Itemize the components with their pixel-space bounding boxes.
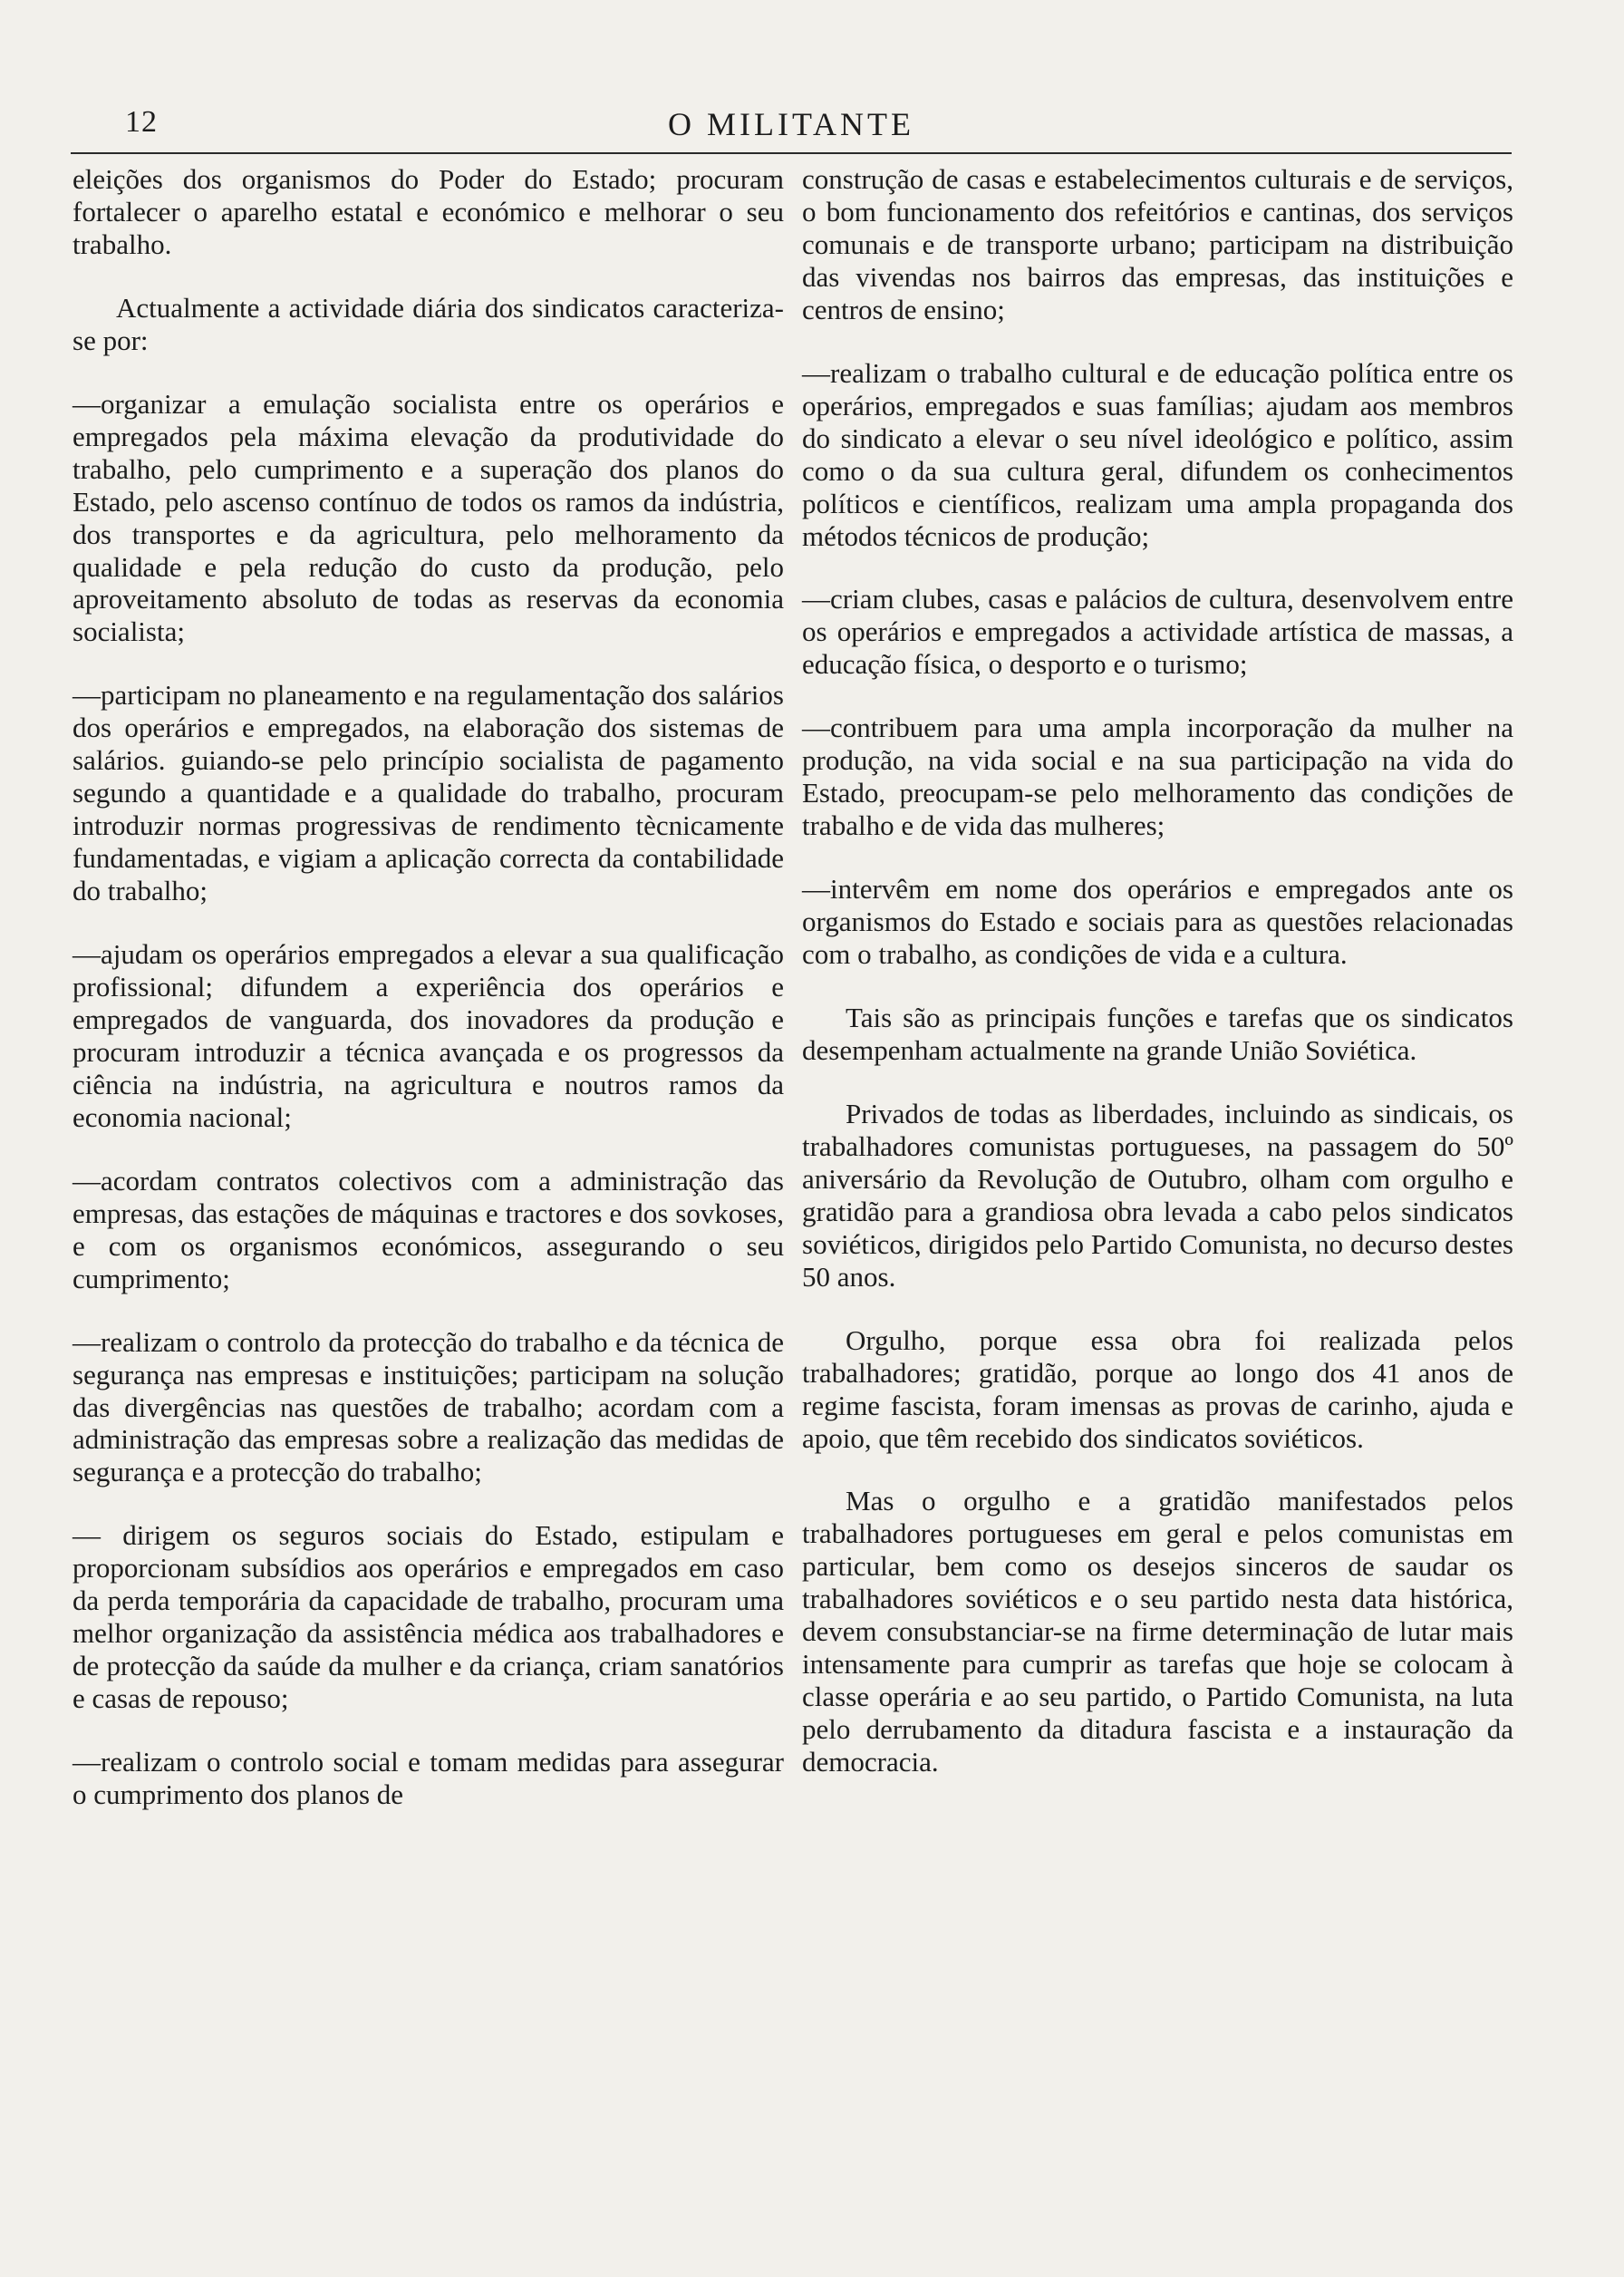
list-item: —realizam o controlo da protecção do trabalho e da técnica de segurança nas empresas e instituições; participam na solução das divergências nas questões de trabalho; acordam com a administração das empresas sobre a realização das medidas de segurança e a protecção do trabalho; [72,1325,784,1488]
paragraph: Mas o orgulho e a gratidão manifestados pelos trabalhadores portugueses em geral e pelos comunistas em particular, bem como os desejos sinceros de saudar os trabalhadores soviéticos e o seu partido nesta data histórica, devem consubstanciar-se na firme determinação de lutar mais intensamente para cumprir as tarefas que hoje se colocam à classe operária e ao seu partido, o Partido Comunista, na luta pelo derrubamento da ditadura fascista e a instauração da democracia. [802,1485,1513,1778]
left-column [72,163,784,1811]
list-item: —ajudam os operários empregados a elevar a sua qualificação profissional; difundem a experiência dos operários e empregados de vanguarda, dos inovadores da produção e procuram introduzir a técnica avançada e os progressos da ciência na indústria, na agricultura e noutros ramos da economia nacional; [72,938,784,1133]
list-item: —contribuem para uma ampla incorporação da mulher na produção, na vida social e na sua participação na vida do Estado, preocupam-se pelo melhoramento das condições de trabalho e de vida das mulheres; [802,712,1513,842]
list-item: construção de casas e estabelecimentos culturais e de serviços, o bom funcionamento dos refeitórios e cantinas, dos serviços comunais e de transporte urbano; participam na distribuição das vivendas nos bairros das empresas, das instituições e centros de ensino; [802,163,1513,325]
list-item: —realizam o controlo social e tomam medidas para assegurar o cumprimento dos planos de [72,1746,784,1811]
paragraph: Tais são as principais funções e tarefas que os sindicatos desempenham actualmente na grande União Soviética. [802,1002,1513,1066]
right-column [802,163,1513,1809]
paragraph: Privados de todas as liberdades, incluindo as sindicais, os trabalhadores comunistas portugueses, na passagem do 50º aniversário da Revolução de Outubro, olham com orgulho e gratidão para a grandiosa obra levada a cabo pelos sindicatos soviéticos, dirigidos pelo Partido Comunista, no decurso destes 50 anos. [802,1097,1513,1293]
list-item: —organizar a emulação socialista entre os operários e empregados pela máxima elevação da produtividade do trabalho, pelo cumprimento e a superação dos planos do Estado, pelo ascenso contínuo de todos os ramos da indústria, dos transportes e da agricultura, pelo melhoramento da qualidade e pela redução do custo da produção, pelo aproveitamento absoluto de todas as reservas da economia socialista; [72,387,784,648]
list-item: —intervêm em nome dos operários e empregados ante os organismos do Estado e sociais para as questões relacionadas com o trabalho, as condições de vida e a cultura. [802,873,1513,971]
paragraph: Actualmente a actividade diária dos sindicatos caracteriza-se por: [72,291,784,356]
paragraph: Orgulho, porque essa obra foi realizada pelos trabalhadores; gratidão, porque ao longo dos 41 anos de regime fascista, foram imensas as provas de carinho, ajuda e apoio, que têm recebido dos sindicatos soviéticos. [802,1323,1513,1454]
list-item: — dirigem os seguros sociais do Estado, estipulam e proporcionam subsídios aos operários e empregados em caso da perda temporária da capacidade de trabalho, procuram uma melhor organização da assistência médica aos trabalhadores e de protecção da saúde da mulher e da criança, criam sanatórios e casas de repouso; [72,1519,784,1715]
list-item: —realizam o trabalho cultural e de educação política entre os operários, empregados e suas famílias; ajudam aos membros do sindicato a elevar o seu nível ideológico e político, assim como o da sua cultura geral, difundem os conhecimentos políticos e científicos, realizam uma ampla propaganda dos métodos técnicos de produção; [802,356,1513,552]
list-item: —acordam contratos colectivos com a administração das empresas, das estações de máquinas e tractores e dos sovkoses, e com os organismos económicos, assegurando o seu cumprimento; [72,1164,784,1294]
paragraph: eleições dos organismos do Poder do Estado; procuram fortalecer o aparelho estatal e económico e melhorar o seu trabalho. [72,163,784,260]
page-number: 12 [125,105,158,139]
header-rule [71,152,1512,154]
running-title: O MILITANTE [667,106,915,142]
list-item: —participam no planeamento e na regulamentação dos salários dos operários e empregados, na elaboração dos sistemas de salários. guiando-se pelo princípio socialista de pagamento segundo a quantidade e a qualidade do trabalho, procuram introduzir normas progressivas de rendimento tècnicamente fundamentadas, e vigiam a aplicação correcta da contabilidade do trabalho; [72,679,784,907]
page-header [71,100,1512,145]
list-item: —criam clubes, casas e palácios de cultura, desenvolvem entre os operários e empregados a actividade artística de massas, a educação física, o desporto e o turismo; [802,583,1513,681]
